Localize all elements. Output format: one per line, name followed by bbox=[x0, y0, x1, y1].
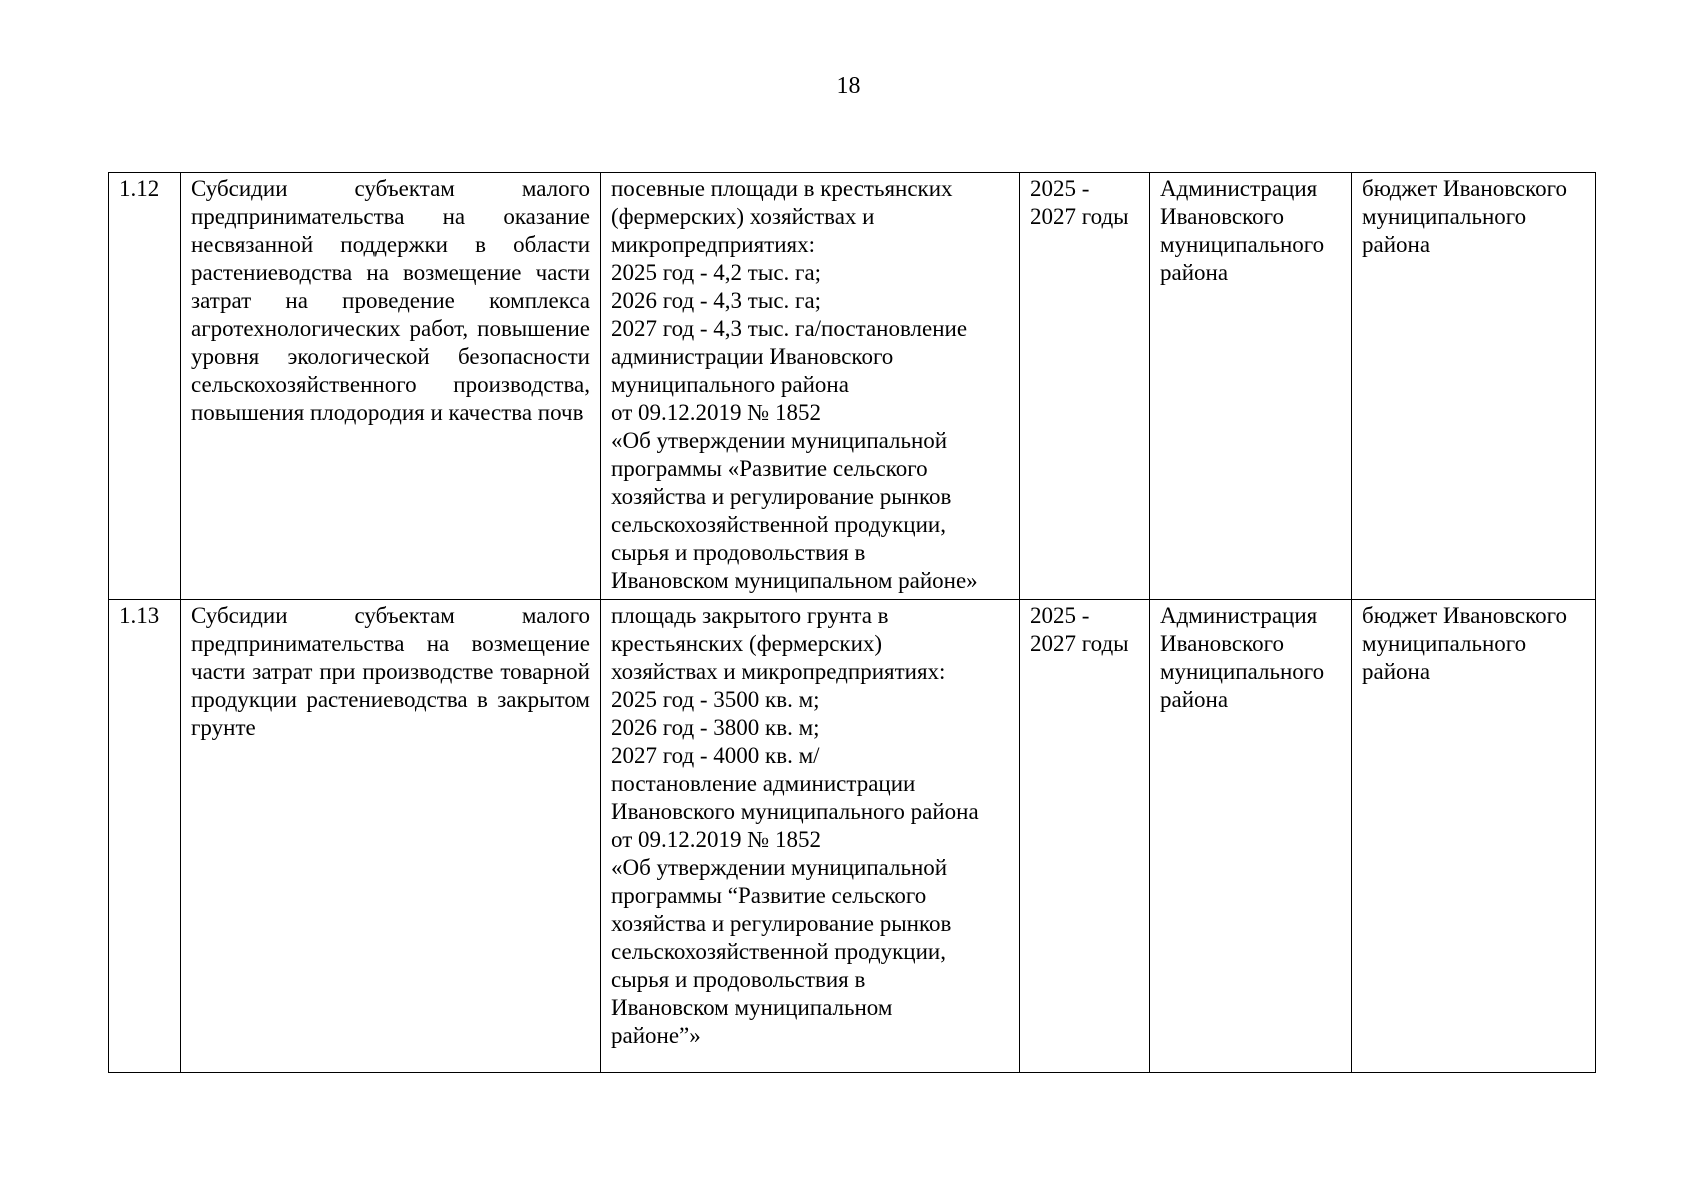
text-line: района bbox=[1160, 260, 1229, 285]
page-number: 18 bbox=[836, 73, 861, 99]
indicator-cell bbox=[601, 600, 1020, 1073]
text-line: сырья и продовольствия в bbox=[611, 540, 866, 565]
text-line: микропредприятиях: bbox=[611, 232, 815, 257]
indicator-cell bbox=[601, 173, 1020, 600]
funding-source-cell bbox=[1352, 173, 1596, 600]
text-line: 2027 год - 4,3 тыс. га/постановление bbox=[611, 316, 968, 341]
measure-cell: Субсидии субъектам малого предпринимательства на оказание несвязанной поддержки в области растениеводства на возмещение части затрат на проведение комплекса агротехнологических работ, повышение уровня экологической безопасности сельскохозяйственного производства, повышения плодородия и качества почв bbox=[181, 173, 601, 600]
text-line: 2025 год - 3500 кв. м; bbox=[611, 687, 820, 712]
text-line: 2027 годы bbox=[1030, 204, 1129, 229]
text-line: 2025 - bbox=[1030, 176, 1090, 201]
text-line: муниципального bbox=[1160, 659, 1325, 684]
text-line: муниципального bbox=[1362, 204, 1527, 229]
period-cell bbox=[1020, 600, 1150, 1073]
text-line: муниципального района bbox=[611, 372, 849, 397]
text-line: сельскохозяйственной продукции, bbox=[611, 939, 946, 964]
table-row bbox=[109, 173, 1596, 600]
text-line: Ивановского bbox=[1160, 631, 1284, 656]
text-line: бюджет Ивановского bbox=[1362, 603, 1568, 628]
text-line: 2025 - bbox=[1030, 603, 1090, 628]
period-cell bbox=[1020, 173, 1150, 600]
text-line: от 09.12.2019 № 1852 bbox=[611, 400, 821, 425]
text-line: муниципального bbox=[1362, 631, 1527, 656]
text-line: Ивановском муниципальном bbox=[611, 995, 893, 1020]
measure-cell: Субсидии субъектам малого предпринимательства на возмещение части затрат при производстве товарной продукции растениеводства в закрытом грунте bbox=[181, 600, 601, 1073]
text-line: 2026 год - 4,3 тыс. га; bbox=[611, 288, 822, 313]
text-line: постановление администрации bbox=[611, 771, 916, 796]
text-line: Администрация bbox=[1160, 603, 1318, 628]
text-line: сырья и продовольствия в bbox=[611, 967, 866, 992]
text-line: Администрация bbox=[1160, 176, 1318, 201]
row-number-cell: 1.13 bbox=[109, 600, 181, 1073]
text-line: посевные площади в крестьянских bbox=[611, 176, 953, 201]
text-line: Ивановского bbox=[1160, 204, 1284, 229]
text-line: администрации Ивановского bbox=[611, 344, 894, 369]
text-line: Ивановском муниципальном районе» bbox=[611, 568, 978, 593]
text-line: от 09.12.2019 № 1852 bbox=[611, 827, 821, 852]
text-line: района bbox=[1160, 687, 1229, 712]
text-line: районе”» bbox=[611, 1023, 701, 1048]
funding-source-cell bbox=[1352, 600, 1596, 1073]
text-line: площадь закрытого грунта в bbox=[611, 603, 889, 628]
text-line: «Об утверждении муниципальной bbox=[611, 855, 948, 880]
text-line: района bbox=[1362, 659, 1431, 684]
text-line: 2025 год - 4,2 тыс. га; bbox=[611, 260, 822, 285]
text-line: крестьянских (фермерских) bbox=[611, 631, 883, 656]
text-line: хозяйства и регулирование рынков bbox=[611, 484, 952, 509]
text-line: 2027 годы bbox=[1030, 631, 1129, 656]
text-line: муниципального bbox=[1160, 232, 1325, 257]
executor-cell bbox=[1150, 173, 1352, 600]
text-line: хозяйства и регулирование рынков bbox=[611, 911, 952, 936]
row-number-cell: 1.12 bbox=[109, 173, 181, 600]
text-line: сельскохозяйственной продукции, bbox=[611, 512, 946, 537]
text-line: 2026 год - 3800 кв. м; bbox=[611, 715, 820, 740]
text-line: бюджет Ивановского bbox=[1362, 176, 1568, 201]
text-line: (фермерских) хозяйствах и bbox=[611, 204, 875, 229]
text-line: «Об утверждении муниципальной bbox=[611, 428, 948, 453]
text-line: Ивановского муниципального района bbox=[611, 799, 979, 824]
measures-table bbox=[108, 172, 1596, 1073]
executor-cell bbox=[1150, 600, 1352, 1073]
text-line: программы «Развитие сельского bbox=[611, 456, 928, 481]
text-line: хозяйствах и микропредприятиях: bbox=[611, 659, 946, 684]
text-line: программы “Развитие сельского bbox=[611, 883, 927, 908]
table-row bbox=[109, 600, 1596, 1073]
text-line: 2027 год - 4000 кв. м/ bbox=[611, 743, 820, 768]
text-line: района bbox=[1362, 232, 1431, 257]
